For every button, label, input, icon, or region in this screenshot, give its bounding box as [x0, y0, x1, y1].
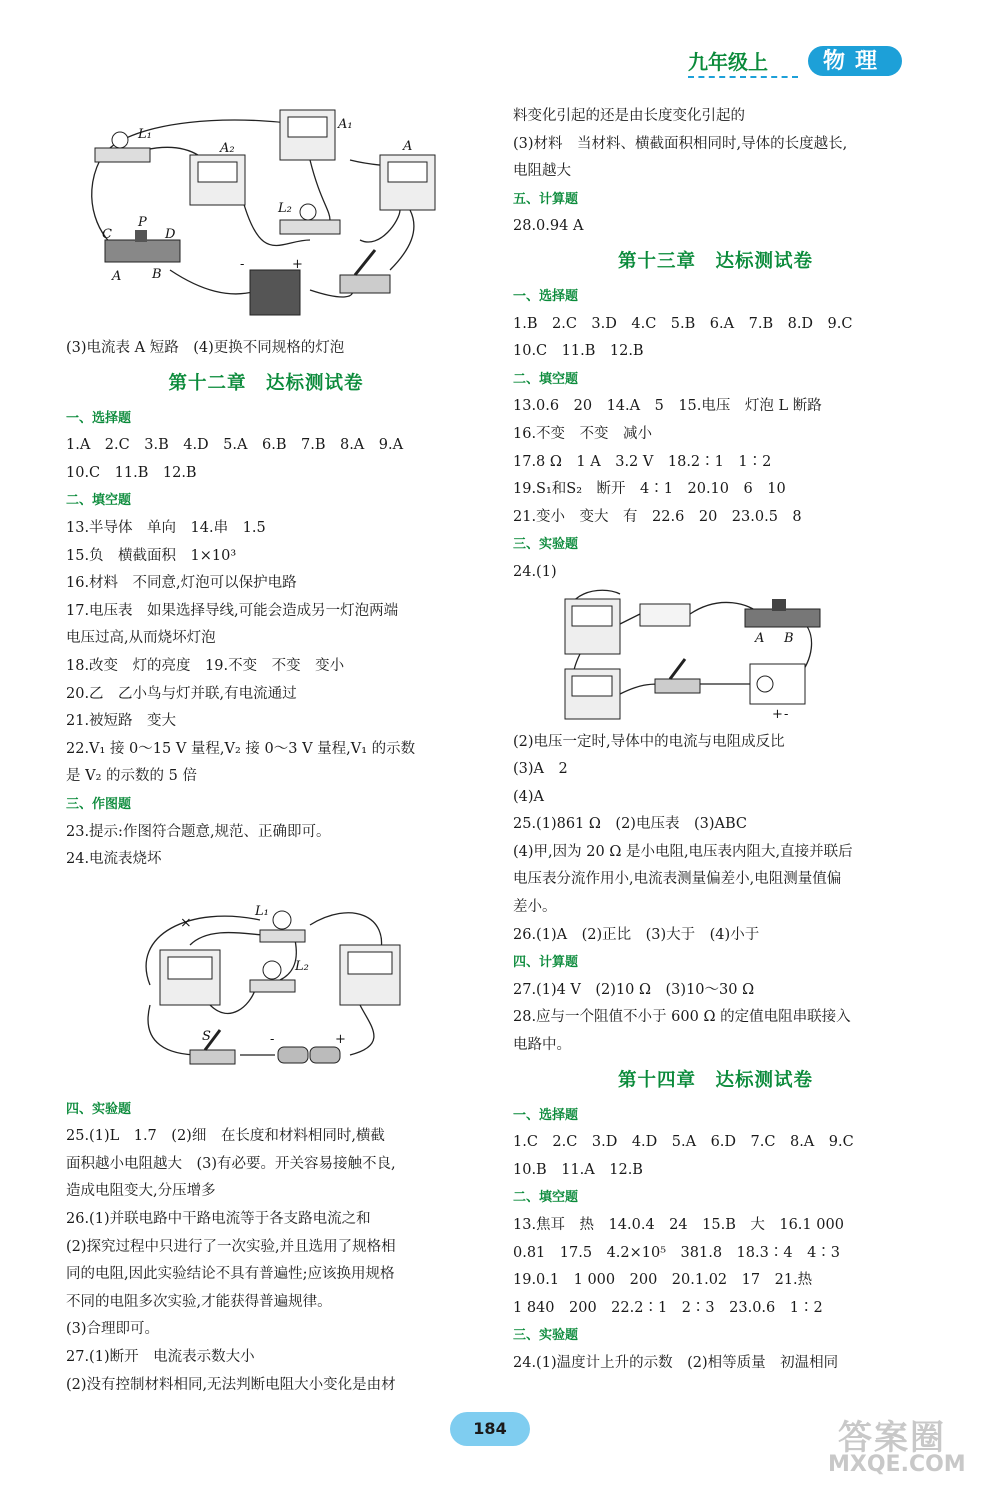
line: 22.V₁ 接 0～15 V 量程,V₂ 接 0～3 V 量程,V₁ 的示数 [66, 740, 416, 757]
line: (3)材料 当材料、横截面积相同时,导体的长度越长, [513, 135, 848, 152]
fig1-label-d: D [165, 227, 176, 242]
header-dash-line [688, 76, 798, 78]
line: 21.变小 变大 有 22.6 20 23.0.5 8 [513, 508, 802, 525]
fig1-label-p: P [138, 215, 147, 230]
fig1-label-c: C [102, 227, 112, 242]
line: 24.(1) [513, 563, 557, 580]
line: 造成电阻变大,分压增多 [66, 1183, 216, 1200]
line: 13.0.6 20 14.A 5 15.电压 灯泡 L 断路 [513, 398, 822, 415]
section-heading: 一、选择题 [513, 288, 579, 304]
line: 料变化引起的还是由长度变化引起的 [513, 108, 745, 124]
line: 25.(1)L 1.7 (2)细 在长度和材料相同时,横截 [66, 1128, 385, 1145]
line: 差小。 [513, 899, 557, 916]
fig3-label-plus: + [335, 1032, 346, 1047]
line: 16.不变 不变 减小 [513, 425, 653, 442]
line: 16.材料 不同意,灯泡可以保护电路 [66, 575, 297, 592]
line: (2)没有控制材料相同,无法判断电阻大小变化是由材 [66, 1376, 396, 1393]
line: 21.被短路 变大 [66, 713, 177, 730]
line: 不同的电阻多次实验,才能获得普遍规律。 [66, 1293, 332, 1310]
line: (4)A [513, 788, 545, 805]
section-heading: 五、计算题 [513, 191, 579, 207]
line: 是 V₂ 的示数的 5 倍 [66, 768, 197, 785]
line: (2)电压一定时,导体中的电流与电阻成反比 [513, 733, 785, 750]
fig3-label-x: × [180, 915, 192, 931]
line: 13.半导体 单向 14.串 1.5 [66, 519, 266, 536]
line: 24.电流表烧坏 [66, 851, 162, 868]
line: 10.C 11.B 12.B [513, 343, 644, 360]
line: 26.(1)A (2)正比 (3)大于 (4)小于 [513, 926, 760, 943]
circuit-figure-2 [560, 584, 830, 724]
line: (3)A 2 [513, 761, 568, 778]
fig1-label-a2: A₂ [220, 141, 235, 156]
line: 13.焦耳 热 14.0.4 24 15.B 大 16.1 000 [513, 1217, 844, 1233]
line: 15.负 横截面积 1×10³ [66, 547, 237, 564]
line: 19.S₁和S₂ 断开 4∶1 20.10 6 10 [513, 481, 786, 498]
line: 24.(1)温度计上升的示数 (2)相等质量 初温相同 [513, 1354, 839, 1371]
fig2-label-a: A [755, 631, 765, 646]
fig1-label-plus: + [292, 257, 303, 272]
line: 19.0.1 1 000 200 20.1.02 17 21.热 [513, 1272, 813, 1289]
line: (3)电流表 A 短路 (4)更换不同规格的灯泡 [66, 340, 345, 356]
fig3-label-l1: L₁ [255, 904, 269, 919]
fig1-label-minus: - [240, 257, 245, 272]
line: 26.(1)并联电路中干路电流等于各支路电流之和 [66, 1211, 371, 1228]
fig2-label-plus: + [772, 707, 783, 722]
section-heading: 三、作图题 [66, 796, 132, 812]
section-heading: 四、实验题 [66, 1101, 132, 1117]
fig2-label-b: B [784, 631, 794, 646]
fig3-label-minus: - [270, 1032, 275, 1047]
line: 电路中。 [513, 1037, 571, 1054]
line: 面积越小电阻越大 (3)有必要。开关容易接触不良, [66, 1155, 396, 1172]
left-column [66, 335, 466, 1399]
line: (4)甲,因为 20 Ω 是小电阻,电压表内阻大,直接并联后 [513, 843, 853, 860]
line: 1 840 200 22.2∶1 2∶3 23.0.6 1∶2 [513, 1299, 823, 1316]
section-heading: 二、填空题 [513, 371, 579, 387]
fig3-label-l2: L₂ [295, 959, 309, 974]
line: 电压表分流作用小,电流表测量偏差小,电阻测量值偏 [513, 871, 842, 888]
section-heading: 二、填空题 [66, 493, 132, 509]
section-heading: 一、选择题 [513, 1107, 579, 1123]
fig1-label-a: A [403, 139, 413, 154]
line: 23.提示:作图符合题意,规范、正确即可。 [66, 823, 331, 840]
fig1-label-a-end: A [112, 269, 122, 284]
fig1-label-l1: L₁ [138, 127, 152, 142]
fig3-label-s: S [202, 1029, 211, 1044]
watermark-top: 答案圈 [838, 1418, 946, 1458]
line: 27.(1)4 V (2)10 Ω (3)10～30 Ω [513, 981, 755, 998]
circuit-figure-3 [130, 895, 420, 1080]
line: 1.B 2.C 3.D 4.C 5.B 6.A 7.B 8.D 9.C [513, 315, 853, 332]
fig1-label-a1: A₁ [338, 117, 353, 132]
line: 同的电阻,因此实验结论不具有普遍性;应该换用规格 [66, 1266, 395, 1283]
circuit-figure-1 [80, 100, 440, 330]
fig1-label-b: B [152, 267, 162, 282]
line: 电阻越大 [513, 163, 571, 180]
line: 20.乙 乙小鸟与灯并联,有电流通过 [66, 685, 297, 702]
line: 10.B 11.A 12.B [513, 1161, 643, 1178]
line: 25.(1)861 Ω (2)电压表 (3)ABC [513, 816, 747, 833]
line: 10.C 11.B 12.B [66, 464, 197, 481]
line: (3)合理即可。 [66, 1321, 160, 1338]
line: 17.8 Ω 1 A 3.2 V 18.2∶1 1∶2 [513, 453, 772, 470]
section-heading: 三、实验题 [513, 537, 579, 553]
section-heading: 三、实验题 [513, 1328, 579, 1344]
grade-label: 九年级上 [688, 50, 768, 74]
line: 28.0.94 A [513, 218, 584, 235]
line: 28.应与一个阻值不小于 600 Ω 的定值电阻串联接入 [513, 1009, 851, 1026]
line: 17.电压表 如果选择导线,可能会造成另一灯泡两端 [66, 602, 399, 619]
line: 电压过高,从而烧坏灯泡 [66, 630, 216, 647]
line: 1.A 2.C 3.B 4.D 5.A 6.B 7.B 8.A 9.A [66, 437, 404, 454]
section-heading: 二、填空题 [513, 1190, 579, 1206]
line: 27.(1)断开 电流表示数大小 [66, 1349, 255, 1366]
fig1-label-l2: L₂ [278, 201, 292, 216]
watermark-logo [828, 1410, 998, 1480]
chapter-13-title: 第十三章 达标测试卷 [617, 250, 813, 272]
subject-badge: 物理 [808, 46, 902, 76]
page-number: 184 [450, 1412, 530, 1446]
watermark-bottom: MXQE.COM [828, 1452, 966, 1477]
page-header [640, 40, 910, 84]
chapter-14-title: 第十四章 达标测试卷 [617, 1069, 813, 1091]
line: (2)探究过程中只进行了一次实验,并且选用了规格相 [66, 1238, 396, 1255]
section-heading: 四、计算题 [513, 955, 579, 971]
line: 1.C 2.C 3.D 4.D 5.A 6.D 7.C 8.A 9.C [513, 1134, 854, 1151]
line: 0.81 17.5 4.2×10⁵ 381.8 18.3∶4 4∶3 [513, 1244, 841, 1261]
line: 18.改变 灯的亮度 19.不变 不变 变小 [66, 657, 345, 674]
section-heading: 一、选择题 [66, 410, 132, 426]
right-column [513, 103, 918, 1378]
chapter-12-title: 第十二章 达标测试卷 [168, 372, 364, 394]
fig2-label-minus: - [784, 707, 789, 722]
